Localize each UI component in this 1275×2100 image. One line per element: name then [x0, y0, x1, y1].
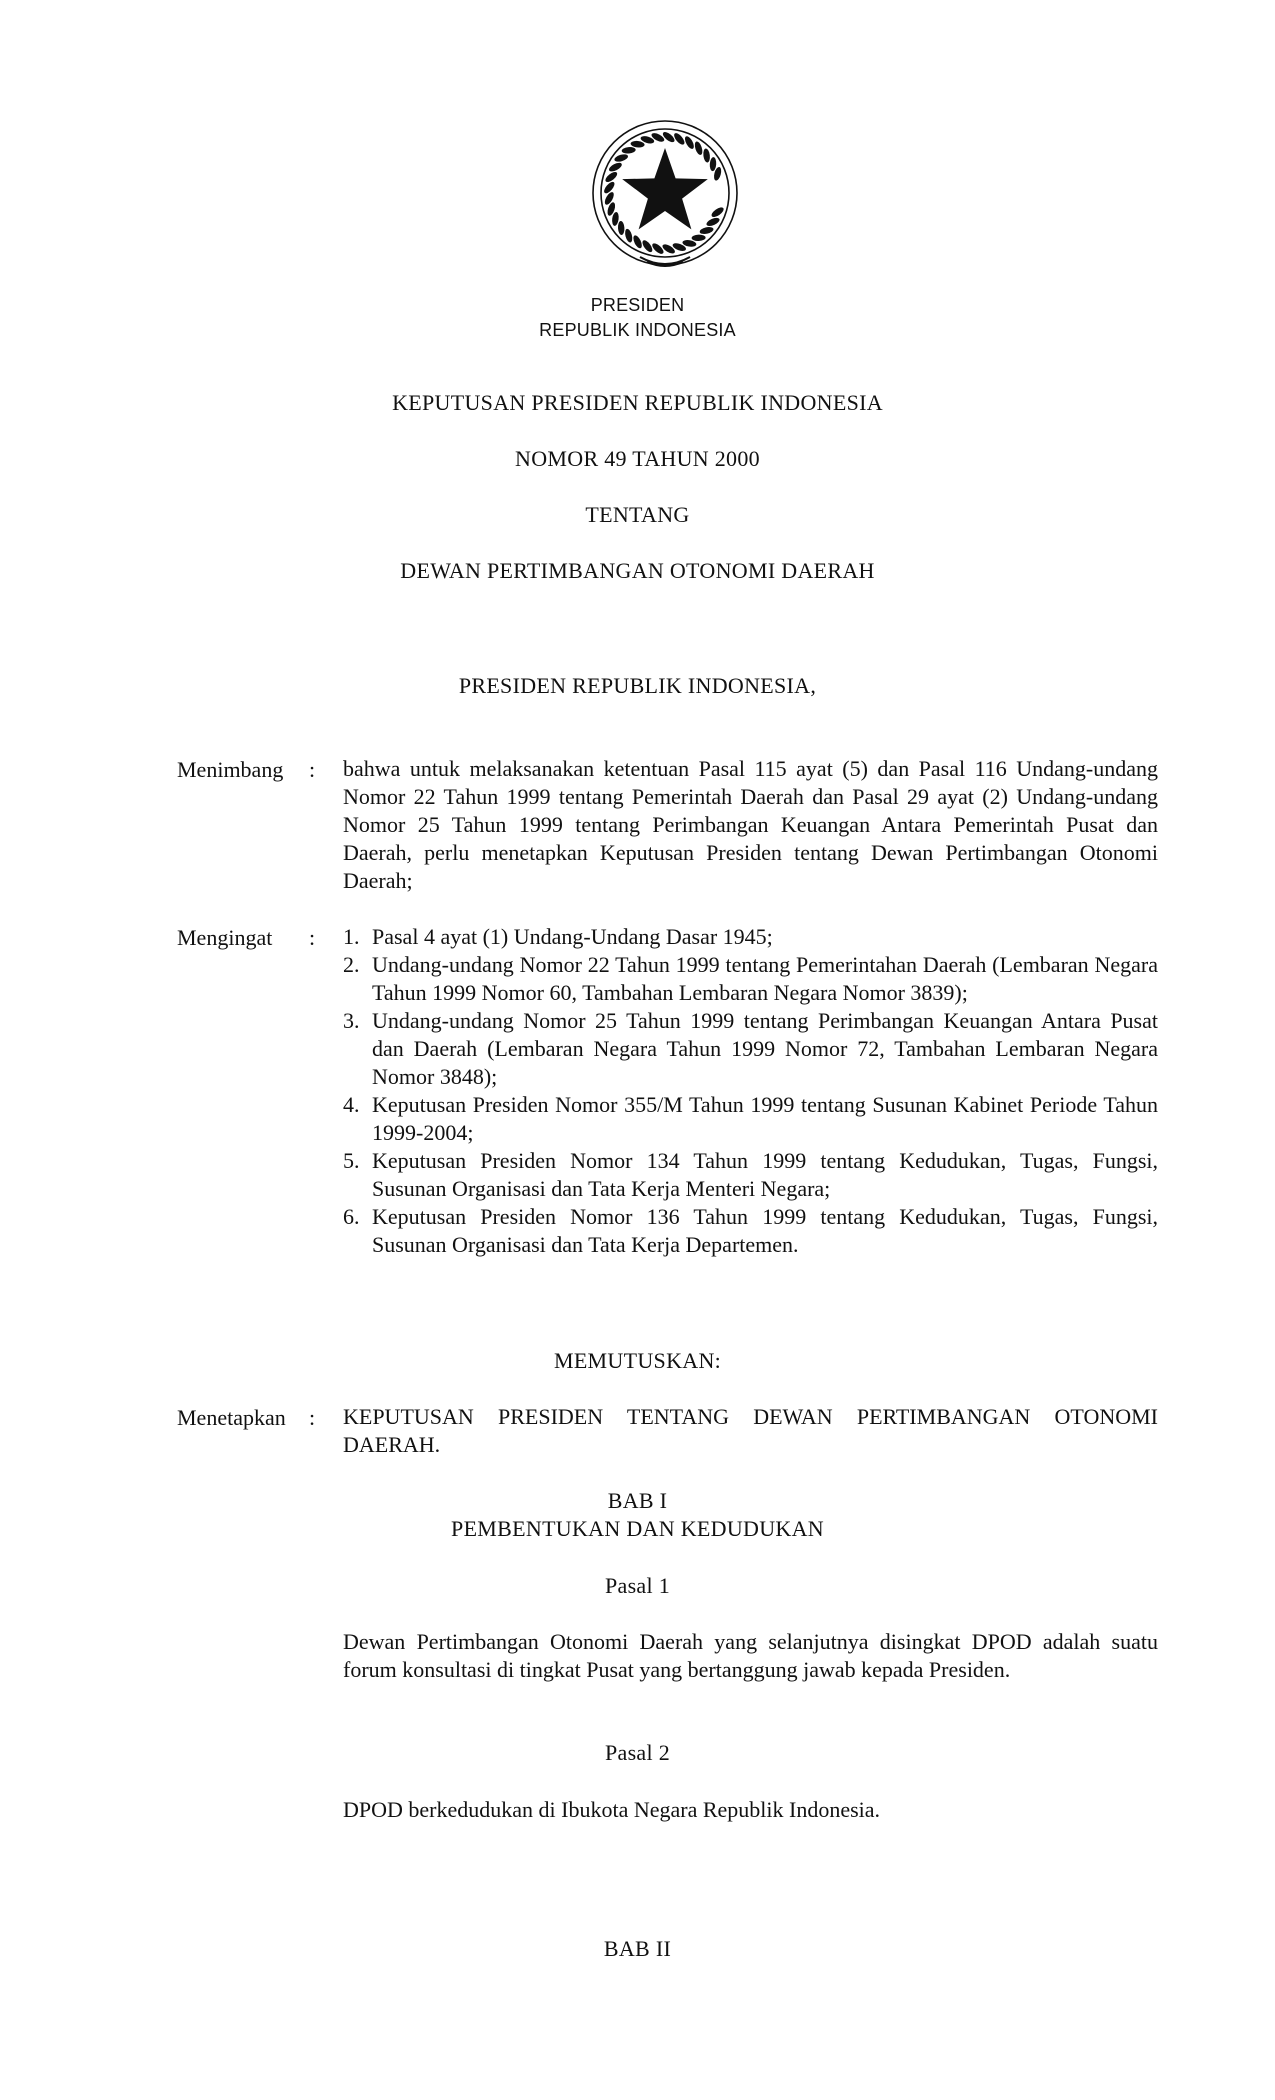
pasal1-text: Dewan Pertimbangan Otonomi Daerah yang selanjutnya disingkat DPOD adalah suatu forum konsultasi di tingkat Pusat yang bertanggung jawab kepada Presiden.	[343, 1629, 1158, 1682]
wreath-leaf	[693, 141, 703, 156]
wreath-leaf	[709, 157, 716, 171]
list-item: 5. Keputusan Presiden Nomor 134 Tahun 1999 tentang Kedudukan, Tugas, Fungsi, Susunan Organisasi dan Tata Kerja Menteri Negara;	[343, 1148, 1158, 1201]
menimbang-label-text: Menimbang	[177, 757, 284, 782]
pasal2-heading: Pasal 2	[604, 1740, 671, 1765]
star-shape	[622, 148, 708, 229]
wreath-leaf	[618, 221, 625, 235]
mengingat-label-text: Mengingat	[177, 925, 273, 950]
wreath-leaf	[699, 226, 714, 235]
issuer-heading: PRESIDEN REPUBLIK INDONESIA,	[458, 673, 817, 698]
document-title: KEPUTUSAN PRESIDEN REPUBLIK INDONESIA	[392, 390, 883, 415]
document-number: NOMOR 49 TAHUN 2000	[515, 446, 760, 471]
list-item: 6. Keputusan Presiden Nomor 136 Tahun 1999 tentang Kedudukan, Tugas, Fungsi, Susunan Organisasi dan Tata Kerja Departemen.	[343, 1204, 1158, 1257]
menimbang-colon: :	[309, 757, 316, 782]
wreath-leaf	[621, 146, 636, 154]
menetapkan-text: KEPUTUSAN PRESIDEN TENTANG DEWAN PERTIMBANGAN OTONOMI DAERAH.	[343, 1404, 1158, 1457]
wreath-leaf	[691, 234, 705, 241]
wreath-leaf	[641, 239, 654, 254]
wreath-leaf	[614, 153, 629, 163]
garuda-star-emblem-icon	[585, 115, 745, 277]
wreath-leaf	[705, 216, 720, 228]
wreath-leaf	[683, 135, 695, 150]
menetapkan-label	[177, 1405, 317, 1431]
mengingat-label	[177, 925, 317, 951]
menetapkan-colon: :	[309, 1405, 316, 1430]
wreath-leaf	[624, 228, 634, 243]
pasal2-text: DPOD berkedudukan di Ibukota Negara Republik Indonesia.	[343, 1797, 881, 1822]
menimbang-label	[177, 757, 317, 783]
mengingat-list	[343, 923, 1158, 1259]
wreath-leaf	[710, 206, 725, 219]
wreath-leaf	[611, 212, 619, 227]
list-item: 1. Pasal 4 ayat (1) Undang-Undang Dasar 1945;	[343, 924, 773, 949]
wreath-leaf	[672, 131, 686, 146]
bab1-title: PEMBENTUKAN DAN KEDUDUKAN	[451, 1516, 824, 1541]
emblem-caption-line1: PRESIDEN	[590, 295, 685, 315]
list-item: 3. Undang-undang Nomor 25 Tahun 1999 tentang Perimbangan Keuangan Antara Pusat dan Daerah (Lembaran Negara Tahun 1999 Nomor 72, Tambahan Lembaran Negara Nomor 3848);	[343, 1008, 1158, 1089]
wreath-leaf	[703, 148, 711, 163]
memutuskan-heading: MEMUTUSKAN:	[553, 1348, 722, 1373]
document-tentang: TENTANG	[585, 502, 690, 527]
wreath-leaf	[608, 161, 623, 173]
mengingat-colon: :	[309, 925, 316, 950]
wreath-leaf	[661, 130, 676, 144]
wreath-leaf	[651, 242, 666, 256]
list-item: 2. Undang-undang Nomor 22 Tahun 1999 tentang Pemerintahan Daerah (Lembaran Negara Tahun 1999 Nomor 60, Tambahan Lembaran Negara Nomor 3839);	[343, 952, 1158, 1005]
menimbang-text: bahwa untuk melaksanakan ketentuan Pasal 115 ayat (5) dan Pasal 116 Undang-undang Nomor 22 Tahun 1999 tentang Pemerintah Daerah dan Pasal 29 ayat (2) Undang-undang Nomor 25 Tahun 1999 tentang Perimbangan Keuangan Antara Pemerintah Pusat dan Daerah, perlu menetapkan Keputusan Presiden tentang Dewan Pertimbangan Otonomi Daerah;	[343, 756, 1158, 893]
emblem-caption-line2: REPUBLIK INDONESIA	[539, 320, 736, 340]
list-item: 4. Keputusan Presiden Nomor 355/M Tahun 1999 tentang Susunan Kabinet Periode Tahun 1999-2004;	[343, 1092, 1158, 1145]
bab1-heading: BAB I	[607, 1488, 668, 1513]
wreath-leaf	[632, 234, 644, 249]
wreath-leaf	[602, 180, 616, 195]
menetapkan-label-text: Menetapkan	[177, 1405, 286, 1430]
document-subject: DEWAN PERTIMBANGAN OTONOMI DAERAH	[400, 558, 875, 583]
wreath-leaf	[630, 140, 645, 148]
pasal1-heading: Pasal 1	[604, 1573, 671, 1598]
wreath-leaf	[604, 170, 619, 184]
bab2-heading: BAB II	[603, 1936, 672, 1961]
